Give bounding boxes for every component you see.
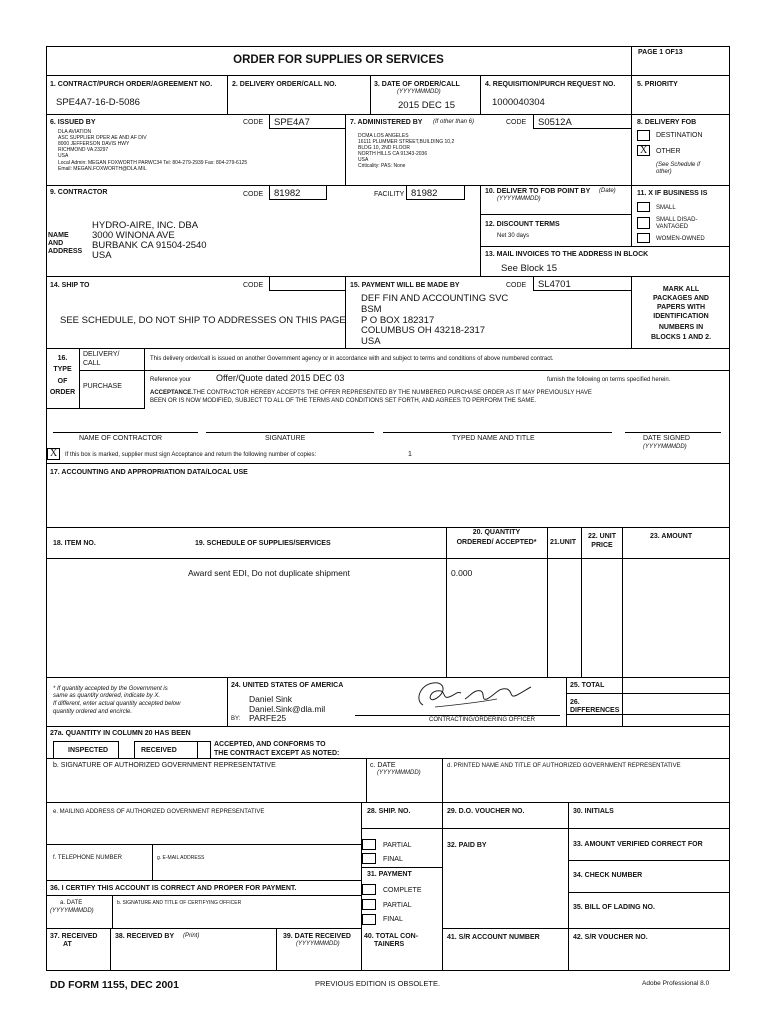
line [345,276,346,348]
b31-partial: PARTIAL [383,902,412,909]
b16-name-of-contractor: NAME OF CONTRACTOR [79,435,163,442]
form-number: DD FORM 1155, DEC 2001 [50,979,179,991]
b16-date-format: (YYYYMMMDD) [643,444,687,450]
line [227,677,228,726]
b7-line: USA [358,157,369,163]
sched-h19: 19. SCHEDULE OF SUPPLIES/SERVICES [195,540,331,547]
b16-label: TYPE [53,366,72,373]
b6-line: ASC SUPPLIER OPER AE AND AF DIV [58,135,147,141]
b27-label: 27a. QUANTITY IN COLUMN 20 HAS BEEN [50,730,191,737]
b7-code: S0512A [538,117,572,128]
b31-partial-checkbox[interactable] [362,899,376,910]
b36-label: 36. I CERTIFY THIS ACCOUNT IS CORRECT AND PROPER FOR PAYMENT. [50,885,297,892]
b1-label: 1. CONTRACT/PURCH ORDER/AGREEMENT NO. [50,81,213,88]
b16-acceptance-text: THE CONTRACTOR HEREBY ACCEPTS THE OFFER REPRESENTED BY THE NUMBERED PURCHASE ORDER AS IT MAY PREVIOUSLY HAVE [193,390,592,396]
b9-label: 9. CONTRACTOR [50,189,108,196]
b11-small-checkbox[interactable] [637,202,650,212]
b15-code-label: CODE [506,282,527,289]
b9-name-label: ADDRESS [48,248,83,255]
signature-line [625,432,721,433]
b4-value: 1000040304 [492,97,545,108]
sched-h23: 23. AMOUNT [650,533,693,540]
b11-disadvantaged: SMALL DISAD- [656,217,698,223]
line [46,408,145,409]
b11-women-owned: WOMEN-OWNED [656,236,705,242]
line [622,527,623,677]
b1-value: SPE4A7-16-D-5086 [56,97,140,108]
b30-label: 30. INITIALS [573,808,614,815]
b16-typed-name: TYPED NAME AND TITLE [452,435,535,442]
b8-other-mark: X [640,145,648,156]
b9-line: USA [92,250,112,261]
b27-accepted: ACCEPTED, AND CONFORMS TO [214,741,326,748]
b36-b-label: b. SIGNATURE AND TITLE OF CERTIFYING OFFICER [117,900,242,906]
b31-complete: COMPLETE [383,887,422,894]
qty-note: * If quantity accepted by the Government is [53,686,168,692]
b27-c-label: c. DATE [370,762,396,769]
b10-label: 10. DELIVER TO FOB POINT BY [485,188,591,195]
line [480,246,730,247]
sched-h20: 20. QUANTITY [472,529,521,536]
b14-code-box [269,277,345,291]
b7-line: 16111 PLUMMER STREET,BUILDING 10,2 [358,139,455,145]
b5-label: 5. PRIORITY [637,81,678,88]
sched-description: Award sent EDI, Do not duplicate shipment [188,568,350,578]
b6-line: 8000 JEFFERSON DAVIS HWY [58,141,130,147]
line [442,928,730,929]
b16-delivery-call: CALL [83,360,101,367]
b17-label: 17. ACCOUNTING AND APPROPRIATION DATA/LOCAL USE [50,469,248,476]
line [345,114,346,185]
sched-quantity: 0.000 [451,568,473,578]
b16-reference-label: Reference your [150,377,192,383]
sched-h20: ORDERED/ ACCEPTED* [456,539,537,546]
b11-small: SMALL [656,205,676,211]
b27-accepted-box[interactable] [198,741,211,758]
b10-note: (Date) [599,188,616,194]
line [480,185,481,276]
b31-final-checkbox[interactable] [362,914,376,925]
b41-label: 41. S/R ACCOUNT NUMBER [447,934,540,941]
qty-note: same as quantity ordered, indicate by X. [53,693,161,699]
b15-line: BSM [361,304,382,315]
line [46,463,730,464]
line [442,758,443,802]
b24-label: 24. UNITED STATES OF AMERICA [231,682,344,689]
b15-line: DEF FIN AND ACCOUNTING SVC [361,293,509,304]
line [46,844,361,845]
b16-acceptance-text: BEEN OR IS NOW MODIFIED, SUBJECT TO ALL OF THE TERMS AND CONDITIONS SET FORTH, AND AGREES TO PERFORM THE SAME. [150,398,537,404]
b15-line: COLUMBUS OH 43218-2317 [361,325,486,336]
b8-label: 8. DELIVERY FOB [637,119,697,126]
b6-line: RICHMOND VA 23297 [58,147,109,153]
b16-copies: 1 [408,451,412,458]
b3-label: 3. DATE OF ORDER/CALL [374,81,460,88]
b36-a-format: (YYYYMMMDD) [50,908,94,914]
b16-reference-value: Offer/Quote dated 2015 DEC 03 [216,373,345,383]
b28-final-checkbox[interactable] [362,853,376,864]
b7-line: DCMA LOS ANGELES [358,133,409,139]
b24-officer: CONTRACTING/ORDERING OFFICER [429,717,535,723]
line [276,928,277,970]
b24-by: BY: [231,716,241,722]
b13-label: 13. MAIL INVOICES TO THE ADDRESS IN BLOCK [485,251,649,258]
software-note: Adobe Professional 8.0 [642,980,710,987]
b27-accepted: THE CONTRACT EXCEPT AS NOTED: [214,750,340,757]
b34-label: 34. CHECK NUMBER [573,872,643,879]
b28-label: 28. SHIP. NO. [367,808,411,815]
b8-destination-checkbox[interactable] [637,130,650,141]
b14-label: 14. SHIP TO [50,282,90,289]
page-number: PAGE 1 OF13 [638,49,683,56]
mark-line: IDENTIFICATION [653,313,709,320]
line [370,75,371,114]
b35-label: 35. BILL OF LADING NO. [573,904,655,911]
frame-bottom [46,970,730,971]
b7-line: BLDG 10, 2ND FLOOR [358,145,410,151]
b6-line: Local Admin: MEGAN FOXWORTH PARWC34 Tel: 804-279-2939 Fax: 804-279-6125 [58,160,248,166]
b2-label: 2. DELIVERY ORDER/CALL NO. [232,81,337,88]
line [631,114,632,185]
b24-email: Daniel.Sink@dla.mil [249,704,326,714]
line [46,895,361,896]
line [631,75,632,114]
b24-code: PARFE25 [249,713,287,723]
sched-h18: 18. ITEM NO. [53,540,96,547]
line [566,693,730,694]
b38-label: 38. RECEIVED BY [115,933,175,940]
b24-signature-line [355,715,560,716]
b9-name-label: AND [48,240,64,247]
form-title: ORDER FOR SUPPLIES OR SERVICES [233,54,444,66]
b16-delivery-call: DELIVERY/ [83,351,120,358]
line [46,348,730,349]
b9-facility-label: FACILITY [374,191,405,198]
line [361,828,730,829]
b16-label: 16. [57,355,68,362]
b7-code-label: CODE [506,119,527,126]
b33-label: 33. AMOUNT VERIFIED CORRECT FOR [573,841,703,848]
b6-code-label: CODE [243,119,264,126]
b15-line: P O BOX 182317 [361,315,435,326]
mark-line: MARK ALL [662,286,700,293]
line [110,928,111,970]
b16-purchase: PURCHASE [83,383,122,390]
line [144,348,145,408]
b16-reference-tail: furnish the following on terms specified herein. [547,377,671,383]
line [361,867,442,868]
line [568,892,730,893]
b15-code: SL4701 [538,279,571,290]
b6-line: Email: MEGAN.FOXWORTH@DLA.MIL [58,166,147,172]
line [46,880,361,881]
b9-line: HYDRO-AIRE, INC. DBA [92,220,199,231]
signature-line [53,432,198,433]
b28-final: FINAL [383,856,403,863]
b12-value: Net 30 days [497,233,530,239]
mark-line: PAPERS WITH [656,304,706,311]
line [622,677,623,726]
line [631,46,632,75]
b27-f-label: f. TELEPHONE NUMBER [53,855,122,861]
b14-code-label: CODE [243,282,264,289]
b29-label: 29. D.O. VOUCHER NO. [447,808,525,815]
sched-h21: 21.UNIT [550,539,577,546]
b32-label: 32. PAID BY [447,842,487,849]
b4-label: 4. REQUISITION/PURCH REQUEST NO. [485,81,616,88]
line [568,860,730,861]
b9-code: 81982 [274,188,301,199]
line [227,75,228,114]
b27-received: RECEIVED [141,747,177,754]
b9-line: 3000 WINONA AVE [92,230,175,241]
b9-line: BURBANK CA 91504-2540 [92,240,207,251]
b16-date-signed: DATE SIGNED [643,435,690,442]
b31-label: 31. PAYMENT [367,871,412,878]
line [480,75,481,114]
b38-note: (Print) [183,933,200,939]
b10-format: (YYYYMMMDD) [497,196,541,202]
b26-label: DIFFERENCES [570,707,620,714]
b11-label: 11. X IF BUSINESS IS [637,190,708,197]
b37-label: 37. RECEIVED [50,933,98,940]
signature-line [206,432,374,433]
b40-label: TAINERS [374,941,405,948]
b42-label: 42. S/R VOUCHER NO. [573,934,648,941]
line [46,758,730,759]
b37-label: AT [63,941,72,948]
line [46,802,730,803]
qty-note: quantity ordered and encircle. [53,709,133,715]
b16-label: ORDER [49,389,76,396]
mark-line: BLOCKS 1 AND 2. [650,334,712,341]
b27-d-label: d. PRINTED NAME AND TITLE OF AUTHORIZED GOVERNMENT REPRESENTATIVE [447,763,681,769]
line [46,558,730,559]
line [581,527,582,677]
b28-partial: PARTIAL [383,842,412,849]
b16-signature: SIGNATURE [265,435,306,442]
b6-line: DLA AVIATION [58,129,92,135]
line [46,527,730,528]
signature-scribble [405,677,535,713]
b8-note: (See Schedule if [656,162,701,168]
b6-line: USA [58,153,69,159]
line [79,370,730,371]
b7-line: Criticality: PAS: None [358,163,406,169]
b31-complete-checkbox[interactable] [362,884,376,895]
b11-women-owned-checkbox[interactable] [637,233,650,243]
b8-note: other) [656,169,672,175]
line [547,527,548,677]
sched-h22: PRICE [591,542,613,549]
b7-label: 7. ADMINISTERED BY [350,119,423,126]
line [631,185,632,246]
mark-line: PACKAGES AND [652,295,709,302]
b40-label: 40. TOTAL CON- [364,933,419,940]
b15-line: USA [361,336,381,347]
b9-name-label: NAME [48,232,69,239]
b11-disadvantaged-checkbox[interactable] [637,217,650,229]
sched-h22: 22. UNIT [587,533,616,540]
b11-disadvantaged: VANTAGED [656,224,689,230]
b8-other: OTHER [656,148,681,155]
line [112,895,113,928]
line [46,928,361,929]
b3-value: 2015 DEC 15 [398,100,456,111]
obsolete-note: PREVIOUS EDITION IS OBSOLETE. [315,979,441,988]
b16-x-text: If this box is marked, supplier must sign Acceptance and return the following number of copies: [65,452,317,458]
b7-line: NORTH HILLS CA 91343-2036 [358,151,428,157]
line [46,185,730,186]
b6-code: SPE4A7 [274,117,310,128]
b31-final: FINAL [383,916,403,923]
b26-label: 26. [570,699,580,706]
b12-label: 12. DISCOUNT TERMS [485,221,560,228]
b9-code-label: CODE [243,191,264,198]
line [566,714,730,715]
b14-value: SEE SCHEDULE, DO NOT SHIP TO ADDRESSES ON THIS PAGE [60,315,346,326]
line [46,677,730,678]
b7-label-note: (If other than 6) [433,119,475,125]
b27-date-line [366,758,367,802]
b8-destination: DESTINATION [656,132,703,139]
b27-e-label: e. MAILING ADDRESS OF AUTHORIZED GOVERNMENT REPRESENTATIVE [53,809,265,815]
b16-acceptance-bold: ACCEPTANCE. [150,390,193,396]
b27-g-label: g. E-MAIL ADDRESS [157,855,205,861]
line [446,527,447,677]
signature-line [383,432,612,433]
b24-name: Daniel Sink [249,694,292,704]
b36-a-label: a. DATE [60,900,83,906]
b39-label: 39. DATE RECEIVED [283,933,351,940]
line [566,677,567,726]
b3-format: (YYYYMMMDD) [397,89,441,95]
b16-label: OF [57,378,68,385]
b39-format: (YYYYMMMDD) [296,941,340,947]
b27-b-label: b. SIGNATURE OF AUTHORIZED GOVERNMENT REPRESENTATIVE [53,762,276,769]
line [152,844,153,880]
b27-inspected: INSPECTED [68,747,109,754]
frame-top [46,46,730,47]
b16-x-mark: X [50,448,58,459]
b27-c-format: (YYYYMMMDD) [377,770,421,776]
b6-label: 6. ISSUED BY [50,119,96,126]
mark-line: NUMBERS IN [658,324,704,331]
line [480,214,631,215]
line [46,75,730,76]
b16-delivery-text: This delivery order/call is issued on another Government agency or in accordance with and subject to terms and conditions of above numbered contract. [150,356,554,362]
qty-note: If different, enter actual quantity accepted below [53,701,181,707]
b15-label: 15. PAYMENT WILL BE MADE BY [350,282,460,289]
line [46,726,730,727]
b13-value: See Block 15 [501,263,557,274]
line [79,348,80,408]
b28-partial-checkbox[interactable] [362,839,376,850]
b9-facility: 81982 [411,188,438,199]
b25-label: 25. TOTAL [570,682,605,689]
